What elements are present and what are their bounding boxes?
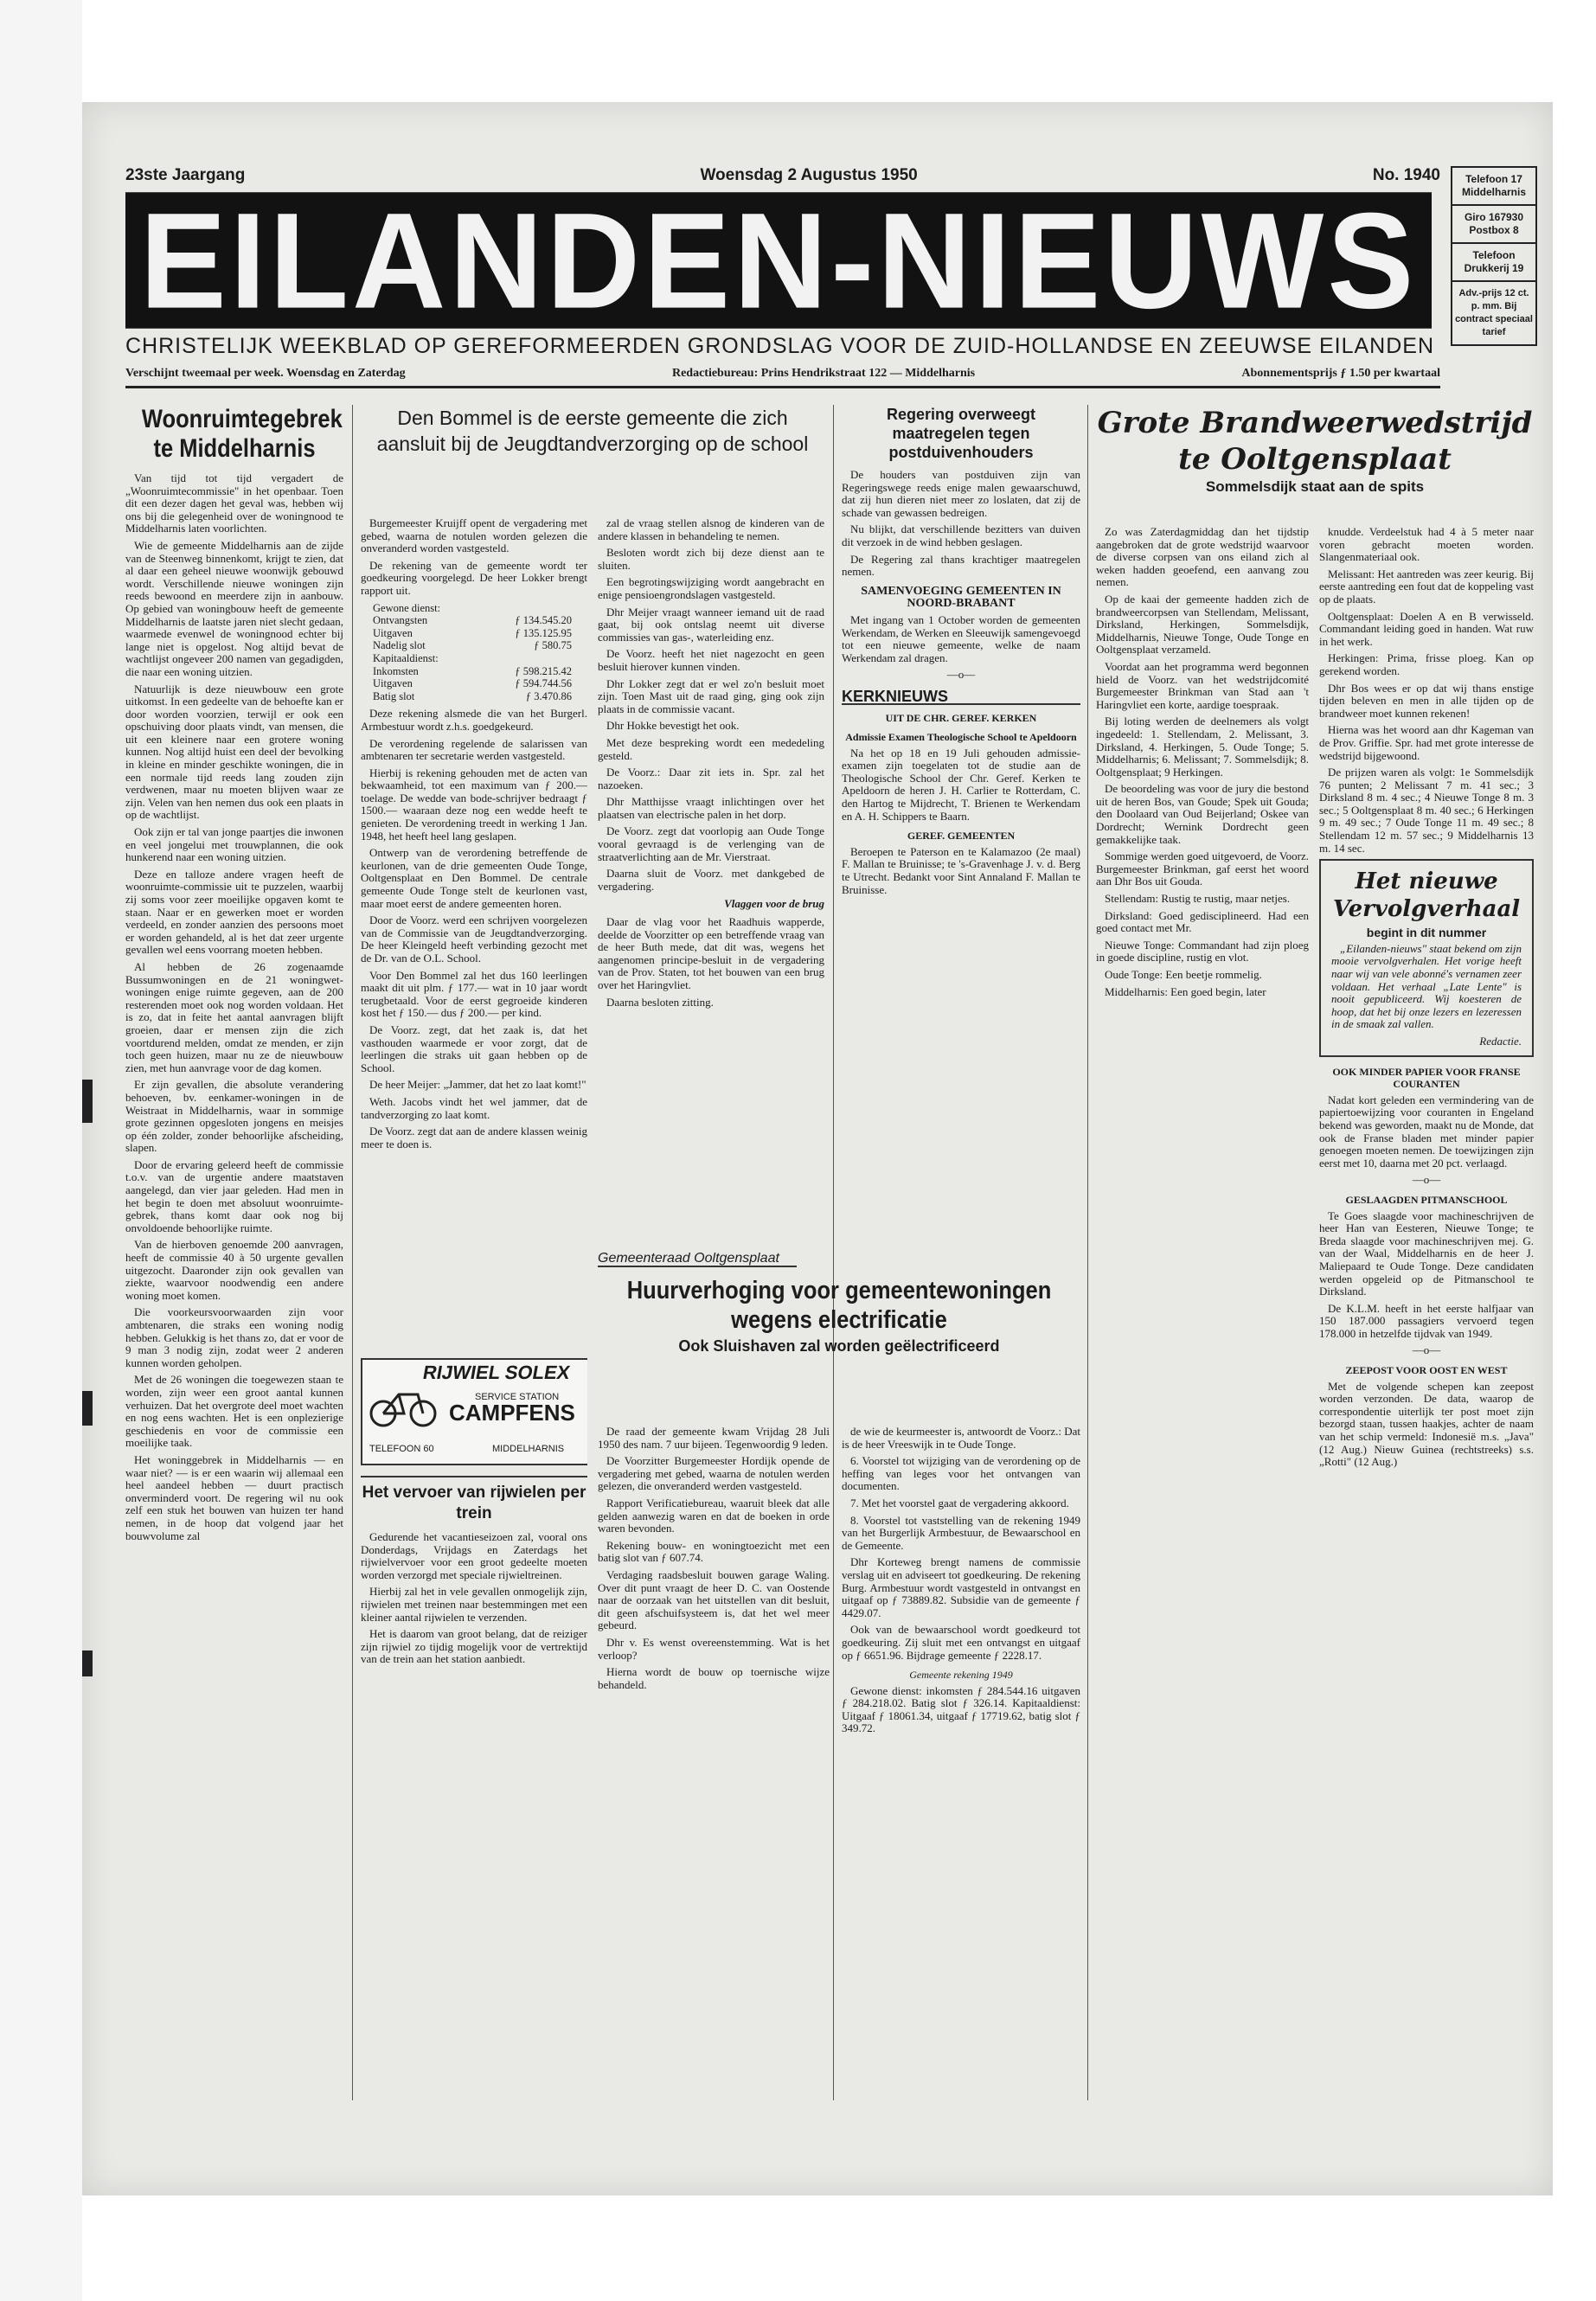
column-rule — [1087, 405, 1088, 2100]
paragraph: Verdaging raadsbesluit bouwen garage Waling. Over dit punt vraagt de heer D. C. van Oostende naar de oorzaak van het uitstellen van dit besluit, dit geen afschuifsysteem is, dat het wel meer gebeurd. — [598, 1567, 830, 1632]
paragraph: Ook zijn er tal van jonge paartjes die inwonen en veel jongelui met trouwplannen, die ook hunkerend naar een woning uitzien. — [125, 825, 343, 864]
contact-printer: Telefoon Drukkerij 19 — [1452, 244, 1535, 282]
finance-row: Kapitaaldienst: — [373, 651, 439, 664]
page-margin — [0, 0, 82, 2301]
paragraph: de wie de keurmeester is, antwoordt de Voorz.: Dat is de heer Vreeswijk in te Oude Tonge. — [842, 1426, 1080, 1451]
paragraph: Deze rekening alsmede die van het Burgerl. Armbestuur wordt z.h.s. goedgekeurd. — [361, 707, 587, 733]
paragraph: De Regering zal thans krachtiger maatregelen nemen. — [842, 552, 1080, 579]
paragraph: Rekening bouw- en woningtoezicht met een batig slot van ƒ 607.74. — [598, 1538, 830, 1565]
box-text: „Eilanden-nieuws" staat bekend om zijn mooie vervolgverhalen. Het vorige heeft naar wij van vele abonné's vernamen zeer voldaan. Het verhaal „Late Lente" is nooit gepubliceerd. Wij koesteren de hoop, dat het bij onze lezers en lezeressen in de smaak zal vallen. — [1331, 941, 1522, 1031]
paragraph: Daarna besloten zitting. — [606, 995, 714, 1009]
paragraph: Van tijd tot tijd vergadert de „Woonruimtecommissie" in het openbaar. Toen dit een dezer dagen het geval was, hebben wij ons bij die gelegenheid over de woningnood te Middelharnis laten voorlichten. — [125, 471, 343, 535]
paragraph: Sommige werden goed uitgevoerd, de Voorz. Burgemeester Brinkman, gaf eerst het woord aan Dhr Bos uit Gouda. — [1096, 849, 1309, 888]
issue-number: No. 1940 — [1372, 166, 1440, 184]
article-den-bommel-right — [598, 517, 824, 1244]
paragraph: Stellendam: Rustig te rustig, maar netjes. — [1105, 892, 1291, 906]
paragraph: Die voorkeursvoorwaarden zijn voor ambtenaren, die straks een woning nodig hebben. Gelukkig is het thans zo, dat er voor de 9 man 3 nodig zijn, zodat weer 2 anderen kunnen worden geholpen. — [125, 1305, 343, 1369]
paragraph: 7. Met het voorstel gaat de vergadering akkoord. — [850, 1496, 1069, 1509]
masthead-topline — [125, 166, 1440, 185]
volume: 23ste Jaargang — [125, 166, 246, 184]
paragraph: Rapport Verificatiebureau, waaruit bleek dat alle gelden aanwezig waren en dat de boeken in orde waren bevonden. — [598, 1496, 830, 1535]
section-kerknieuws: KERKNIEUWS — [842, 690, 1080, 705]
paragraph: Bij loting werden de deelnemers als volgt ingedeeld: 1. Stellendam, 2. Melissant, 3. Dirksland, 4. Herkingen, 5. Oude Tonge; 5. Middelharnis; 6. Melissant; 7. Sommelsdijk; 8. Ooltgensplaat; 9 Herkingen. — [1096, 715, 1309, 779]
date: Woensdag 2 Augustus 1950 — [700, 166, 918, 184]
finance-row: Gewone dienst: — [373, 601, 441, 614]
paragraph: Met deze bespreking wordt een mededeling gesteld. — [598, 735, 824, 762]
paragraph: Daarna sluit de Voorz. met dankgebed de vergadering. — [598, 867, 824, 893]
article-kicker: Gemeenteraad Ooltgensplaat — [598, 1253, 797, 1267]
section-head: GESLAAGDEN PITMANSCHOOL — [1345, 1193, 1508, 1206]
paragraph: Daar de vlag voor het Raadhuis wapperde, deelde de Voorzitter op een betreffende vraag van de heer Buth mede, dat dit was, wegens het aangenomen principe-besluit in de vergadering van de Prov. Staten, tot het bouwen van een brug over het Haringvliet. — [598, 915, 824, 991]
paragraph: 6. Voorstel tot wijziging van de verordening op de heffing van leges voor het ontvangen van documenten. — [842, 1454, 1080, 1493]
paragraph: De Voorz.: Daar zit iets in. Spr. zal het nazoeken. — [598, 766, 824, 792]
paragraph: Op de kaai der gemeente hadden zich de brandweercorpsen van Stellendam, Melissant, Dirksland, Herkingen, Sommelsdijk, Middelharnis, Nieuwe Tonge, Oude Tonge en Ooltgensplaat verzameld. — [1096, 592, 1309, 657]
paragraph: knudde. Verdeelstuk had 4 à 5 meter naar voren gebracht moeten worden. Slangenmateriaal ook. — [1319, 526, 1534, 564]
contact-phone: Telefoon 17 Middelharnis — [1452, 168, 1535, 206]
finance-row: Uitgaven ƒ 594.744.56 — [373, 677, 572, 690]
headline-bike-transport: Het vervoer van rijwielen per trein — [362, 1484, 586, 1522]
article-pigeons: Regering overweegt maatregelen tegen postduivenhouders De houders van postduiven zijn van Regeringswege reeds enige malen gewaarschuwd, dat zij hun dieren niet meer zo loslaten, dat zij de schade van gewassen bedreigen. Nu blijkt, dat verschillende bezitters van duiven dit verzoek in de wind hebben geslagen. De Regering zal thans krachtiger maatregelen nemen. SAMENVOEGING GEMEENTEN IN NOORD-BRABANT Met ingang van 1 October worden de gemeenten Werkendam, de Werken en Sleeuwijk samengevoegd tot een nieuwe gemeente, welke de naam Werkendam zal dragen. —o— KERKNIEUWS UIT DE CHR. GEREF. KERKEN Admissie Examen Theologische School te Apeldoorn Na het op 18 en 19 Juli gehouden admissie-examen zijn toegelaten tot de studie aan de Theologische School der Chr. Geref. Kerken te Apeldoorn de heren J. H. Carlier te Rotterdam, C. den Hartog te Mijdrecht, T. Brienen te Werkendam en A. H. Schippers te Baarn. GEREF. GEMEENTEN Beroepen te Paterson en te Kalamazoo (2e maal) F. Mallan te Bruinisse; te 's-Gravenhage J. v. d. Berg te Utrecht. Bedankt voor Sint Annaland F. Mallan te Bruinisse. — [842, 406, 1080, 896]
article-housing — [125, 405, 343, 2100]
masthead-infoline — [125, 367, 1440, 388]
section-sub: UIT DE CHR. GEREF. KERKEN — [885, 711, 1037, 724]
paragraph: Burgemeester Kruijff opent de vergadering met gebed, waarna de notulen worden gelezen die onveranderd worden vastgesteld. — [361, 517, 587, 555]
headline-housing: Woonruimtegebrek te Middelharnis — [141, 405, 343, 463]
section-head: SAMENVOEGING GEMEENTEN IN NOORD-BRABANT — [861, 584, 1061, 611]
article-rent-left — [598, 1426, 830, 2100]
paragraph: De verordening regelende de salarissen van ambtenaren ter secretarie werden vastgesteld. — [361, 736, 587, 763]
contact-giro: Giro 167930 Postbox 8 — [1452, 206, 1535, 244]
article-fire-right: knudde. Verdeelstuk had 4 à 5 meter naar voren gebracht moeten worden. Slangenmateriaal ook. Melissant: Het aantreden was zeer keurig. Bij eerste aantreding een fout dat de koppeling vast op de plaats. Ooltgensplaat: Doelen A en B verwisseld. Commandant leiding goed in handen. Wat ruw in het werk. Herkingen: Prima, frisse ploeg. Kan op gerekend worden. Dhr Bos wees er op dat wij thans enstige tijden beleven en men in alle tijden op de brandweer moet kunnen rekenen! Hierna was het woord aan dhr Kageman van de Prov. Griffie. Spr. had met grote interesse de wedstrijd bijgewoond. De prijzen waren als volgt: 1e Sommelsdijk 76 punten; 2 Melissant 7 m. 41 sec.; 3 Dirksland 8 m. 4 sec.; 4 Nieuwe Tonge 8 m. 3 sec.; 5 Ooltgensplaat 8 m. 40 sec.; 6 Herkingen 9 m. 49 sec.; 7 Oude Tonge 11 m. 49 sec.; 8 Stellendam 12 m. 57 sec.; 9 Middelharnis 13 m. 14 sec. Het nieuwe Vervolgverhaal begint in dit nummer „Eilanden-nieuws" staat bekend om zijn mooie vervolgverhalen. Het vorige heeft naar wij van vele abonné's vernamen zeer voldaan. Het verhaal „Late Lente" is nooit gepubliceerd. Wij koesteren de hoop, dat het bij onze lezers en lezeressen in de smaak zal vallen. Redactie. OOK MINDER PAPIER VOOR FRANSE COURANTEN Nadat kort geleden een vermindering van de papiertoewijzing voor couranten in Engeland bekend was geworden, maakt nu de Monde, dat ook de Franse bladen met minder papier genoegen moeten nemen. De toewijzingen zijn eerst met 10, daarna met 20 pct. verlaagd. —o— GESLAAGDEN PITMANSCHOOL Te Goes slaagde voor machineschrijven de heer Han van Eesteren, Nieuwe Tonge; te Breda slaagde voor machineschrijven mej. G. van der Waal, Middelharnis en de heer J. Maliepaard te Oude Tonge. Deze candidaten werden opgeleid op de Pitmanschool te Dirksland. De K.L.M. heeft in het eerste halfjaar van 150 187.000 passagiers vervoerd tegen 178.000 in hetzelfde tijdvak van 1949. —o— ZEEPOST VOOR OOST EN WEST Met de volgende schepen kan zeepost worden verzonden. De data, waarop de correspondentie uiterlijk ter post moet zijn bezorgd staan, tussen haakjes, achter de naam van het schip vermeld: Indonesië m.s. „Java" (12 Aug.) Nieuw Guinea (rechtstreeks) s.s. „Rotti" (12 Aug.) — [1319, 526, 1534, 1469]
article-rent-right — [842, 1426, 1080, 2100]
paragraph: Gedurende het vacantieseizoen zal, vooral ons Donderdags, Vrijdags en Zaterdags het rijwielvervoer voor een groot gedeelte moeten worden verzorgd met speciale rijwieltreinen. — [361, 1530, 587, 1581]
paragraph: Dhr Lokker zegt dat er wel zo'n besluit moet zijn. Toen Mast uit de raad ging, ging ook zijn plaats in de commissie vacant. — [598, 676, 824, 715]
paragraph: De Voorz. zegt dat voorlopig aan Oude Tonge vooral gevraagd is de verlenging van de straatverlichting aan de Mr. Vierstraat. — [598, 824, 824, 863]
paragraph: Na het op 18 en 19 Juli gehouden admissie-examen zijn toegelaten tot de studie aan de Theologische School der Chr. Geref. Kerken te Apeldoorn de heren J. H. Carlier te Rotterdam, C. den Hartog te Mijdrecht, T. Brienen te Werkendam en A. H. Schippers te Baarn. — [842, 746, 1080, 823]
ad-place: MIDDELHARNIS — [492, 1444, 565, 1454]
ad-brand: RIJWIEL SOLEX — [420, 1362, 572, 1383]
paragraph: De prijzen waren als volgt: 1e Sommelsdijk 76 punten; 2 Melissant 7 m. 41 sec.; 3 Dirksland 8 m. 4 sec.; 4 Nieuwe Tonge 8 m. 3 sec.; 5 Ooltgensplaat 8 m. 40 sec.; 6 Herkingen 9 m. 49 sec.; 7 Oude Tonge 11 m. 49 sec.; 8 Stellendam 12 m. 57 sec.; 9 Middelharnis 13 m. 14 sec. — [1319, 766, 1534, 855]
column-rule — [352, 405, 353, 2100]
paragraph: Met de volgende schepen kan zeepost worden verzonden. De data, waarop de correspondentie uiterlijk ter post moet zijn bezorgd staan, tussen haakjes, achter de naam van het schip vermeld: Indonesië m.s. „Java" (12 Aug.) Nieuw Guinea (rechtstreeks) s.s. „Rotti" (12 Aug.) — [1319, 1379, 1534, 1469]
headline-pigeons: Regering overweegt maatregelen tegen postduivenhouders — [886, 406, 1036, 461]
paragraph: Hierbij is rekening gehouden met de acten van bekwaamheid, tot een maximum van ƒ 200.— toelage. De wedde van bode-schrijver bedraagt ƒ 1500.— waaraan deze nog een wedde heeft te genieten. De verordening treedt in werking 1 Jan. 1948, het heeft heel lang geslapen. — [361, 766, 587, 843]
paragraph: De Voorz. zegt, dat het zaak is, dat het vasthouden waarmede er voor zorgt, dat de leerlingen die straks uit gaan hebben op de School. — [361, 1022, 587, 1074]
paragraph: Met de 26 woningen die toegewezen staan te worden, zijn weer een groot aantal kunnen verhuizen. Dat het overgrote deel moet wachten en nog eens wachten. Het is een onplezierige geschiedenis en voor de commissie een moeilijke taak. — [125, 1373, 343, 1450]
left-edge-mark — [82, 1650, 93, 1676]
paragraph: Er zijn gevallen, die absolute verandering behoeven, bv. eenkamer-woningen in de Weistraat in Middelharnis, waar in sommige grote gezinnen opgesloten jongens en meisjes op één zolder, zonder behoorlijke afscheiding, slapen. — [125, 1078, 343, 1155]
paragraph: Het is daarom van groot belang, dat de reiziger zijn rijwiel zo tijdig mogelijk voor de vertrektijd van de trein aan het station aanbiedt. — [361, 1627, 587, 1666]
finance-row: Batig slot ƒ 3.470.86 — [373, 689, 572, 702]
paragraph: Door de ervaring geleerd heeft de commissie t.o.v. van de urgentie andere maatstaven aangelegd, dan vier jaar geleden. Had men in het begin te doen met absoluut woonruimte-gebrek, thans komt daar ook nog bij onvoldoende behoorlijke ruimte. — [125, 1157, 343, 1234]
section-head: ZEEPOST VOOR OOST EN WEST — [1345, 1364, 1508, 1377]
paragraph: Hierbij zal het in vele gevallen onmogelijk zijn, rijwielen met treinen naar bestemmingen met een kleiner aantal rijwielen te verzenden. — [361, 1585, 587, 1624]
left-edge-mark — [82, 1080, 93, 1123]
paragraph: De heer Meijer: „Jammer, dat het zo laat komt!" — [369, 1078, 586, 1092]
section-head: OOK MINDER PAPIER VOOR FRANSE COURANTEN — [1332, 1065, 1521, 1091]
section-sub: GEREF. GEMEENTEN — [907, 830, 1016, 843]
box-subtitle: begint in dit nummer — [1366, 926, 1487, 940]
left-edge-mark — [82, 1391, 93, 1426]
paragraph: Voordat aan het programma werd begonnen hield de Voorz. van het wedstrijdcomité Burgemeester Brinkman van Stad aan 't Haringvliet een korte, aardige toespraak. — [1096, 659, 1309, 711]
subheadline-fire: Sommelsdijk staat aan de spits — [1205, 478, 1425, 495]
paragraph: Weth. Jacobs vindt het wel jammer, dat de tandverzorging zo laat komt. — [361, 1094, 587, 1121]
serial-story-box — [1319, 859, 1534, 1056]
paragraph: Ontwerp van de verordening betreffende de keurlonen, van de drie gemeenten Oude Tonge, Ooltgensplaat en Den Bommel. De centrale gemeente Oude Tonge stelt de keurlonen vast, maar moet eerst de andere gemeenten horen. — [361, 846, 587, 910]
box-title: Het nieuwe Vervolgverhaal — [1332, 868, 1521, 923]
ad-name: CAMPFENS — [449, 1400, 575, 1426]
paragraph: Gewone dienst: inkomsten ƒ 284.544.16 uitgaven ƒ 284.218.02. Batig slot ƒ 326.14. Kapitaaldienst: Uitgaaf ƒ 18061.34, uitgaaf ƒ 17719.62, batig slot ƒ 349.72. — [842, 1683, 1080, 1735]
paragraph: Dhr v. Es wenst overeenstemming. Wat is het verloop? — [598, 1635, 830, 1662]
paragraph: De K.L.M. heeft in het eerste halfjaar van 150 187.000 passagiers vervoerd tegen 178.000 in hetzelfde tijdvak van 1949. — [1319, 1301, 1534, 1340]
paragraph: Met ingang van 1 October worden de gemeenten Werkendam, de Werken en Sleeuwijk samengevoegd tot een nieuwe gemeente, welke de naam Werkendam zal dragen. — [842, 612, 1080, 664]
paragraph: Een begrotingswijziging wordt aangebracht en enige pensioengrondslagen vastgesteld. — [598, 575, 824, 601]
paragraph: De rekening van de gemeente wordt ter goedkeuring voorgelegd. De heer Lokker brengt rapport uit. — [361, 558, 587, 597]
editorial-address: Redactiebureau: Prins Hendrikstraat 122 — Middelharnis — [671, 367, 976, 380]
paragraph: Oude Tonge: Een beetje rommelig. — [1105, 968, 1262, 981]
advertisement-solex — [361, 1358, 587, 1465]
section-head: Gemeente rekening 1949 — [909, 1669, 1013, 1682]
paragraph: 8. Voorstel tot vaststelling van de rekening 1949 van het Burgerlijk Armbestuur, de Bewaarschool en de Gemeente. — [842, 1513, 1080, 1552]
paragraph: Herkingen: Prima, frisse ploeg. Kan op gerekend worden. — [1319, 651, 1534, 677]
paragraph: Ooltgensplaat: Doelen A en B verwisseld. Commandant leiding goed in handen. Wat ruw in het werk. — [1319, 609, 1534, 648]
newspaper-subtitle: CHRISTELIJK WEEKBLAD OP GEREFORMEERDEN GRONDSLAG VOOR DE ZUID-HOLLANDSE EN ZEEUWSE EILANDEN — [125, 334, 1435, 358]
bicycle-icon — [369, 1379, 439, 1431]
paragraph: Dhr Korteweg brengt namens de commissie verslag uit en adviseert tot goedkeuring. De rekening Burg. Armbestuur wordt vastgesteld in ontvangst en uitgaaf op ƒ 73889.82. Subsidie van de gemeente ƒ 4429.07. — [842, 1555, 1080, 1619]
paragraph: Dhr Bos wees er op dat wij thans enstige tijden beleven en men in alle tijden op de brandweer moet kunnen rekenen! — [1319, 681, 1534, 720]
ad-and-bikes — [361, 1348, 587, 2100]
paragraph: De beoordeling was voor de jury die bestond uit de heren Bos, van Goude; Spek uit Gouda; den Doolaard van Oud Beijerland; Oskee van Dordrecht; Wernink Dordrecht geen gemakkelijke taak. — [1096, 782, 1309, 846]
paragraph: Te Goes slaagde voor machineschrijven de heer Han van Eesteren, Nieuwe Tonge; te Breda slaagde voor machineschrijven mej. G. van der Waal, Middelharnis en de heer J. Maliepaard te Oude Tonge. Deze candidaten werden opgeleid op de Pitmanschool te Dirksland. — [1319, 1208, 1534, 1298]
paragraph: De raad der gemeente kwam Vrijdag 28 Juli 1950 des nam. 7 uur bijeen. Tegenwoordig 9 leden. — [598, 1426, 830, 1451]
paragraph: Al hebben de 26 zogenaamde Bussumwoningen en de 21 woningwet-woningen enige ruimte gegeven, aan de 200 resterenden moet ook nog worden voldaan. Het is zo, dat in feite het aantal aanvragen blijft groeien, daar er mensen zijn die zich voortdurend melden, omdat ze menden, er zijn toch geen huizen, maar nu ze de nieuwbouw zien, met hun aanvrage voor de dag komen. — [125, 959, 343, 1074]
subheadline-rent: Ook Sluishaven zal worden geëlectrificeerd — [678, 1336, 1000, 1355]
article-den-bommel-left — [361, 517, 587, 1339]
paragraph: Van de hierboven genoemde 200 aanvragen, heeft de commissie 40 à 50 urgente gevallen uitgezocht. Daaronder zijn ook gevallen van ziekte, waarvoor noodwendig een andere woning moet komen. — [125, 1238, 343, 1302]
headline-den-bommel: Den Bommel is de eerste gemeente die zich aansluit bij de Jeugdtandverzorging op de school — [376, 407, 809, 455]
paragraph: Zo was Zaterdagmiddag dan het tijdstip aangebroken dat de grote wedstrijd waarvoor de diverse corpsen van ons eiland zich al weken hadden geoefend, een aanvang zou nemen. — [1096, 526, 1309, 589]
paragraph: Nadat kort geleden een vermindering van de papiertoewijzing voor couranten in Engeland bekend was geworden, maakt nu de Monde, dat ook de Franse bladen met minder papier genoegen moeten nemen. De toewijzingen zijn eerst met 10, daarna met 20 pct. verlaagd. — [1319, 1093, 1534, 1170]
finance-table — [373, 602, 587, 703]
paragraph: Voor Den Bommel zal het dus 160 leerlingen maakt dit uit plm. ƒ 177.— wat in 10 jaar wordt terugbetaald. Voor de eerst gegroeide kinderen kost het ƒ 150.— dus ƒ 200.— per kind. — [361, 968, 587, 1020]
article-fire-header — [1096, 405, 1534, 509]
paragraph: Dhr Hokke bevestigt het ook. — [606, 719, 740, 733]
paragraph: Middelharnis: Een goed begin, later — [1105, 984, 1266, 998]
paragraph: Het woninggebrek in Middelharnis — en waar niet? — is er een waarin wij allemaal een heel aandeel hebben — duurt practisch onverminderd voort. De regering wil nu ook zelf een stuk het bouwen van huizen ter hand nemen, in de hoop dat volgend jaar het bouwvolume zal — [125, 1452, 343, 1542]
contact-adprice: Adv.-prijs 12 ct. p. mm. Bij contract speciaal tarief — [1455, 288, 1533, 337]
finance-row: Inkomsten ƒ 598.215.42 — [373, 664, 572, 677]
headline-fire-competition: Grote Brandweerwedstrijd te Ooltgensplaat — [1097, 406, 1533, 477]
finance-row: Uitgaven ƒ 135.125.95 — [373, 626, 572, 639]
section-head: Vlaggen voor de brug — [724, 897, 824, 911]
paragraph: Besloten wordt zich bij deze dienst aan te sluiten. — [598, 546, 824, 572]
paragraph: Hierna wordt de bouw op toernische wijze behandeld. — [598, 1665, 830, 1691]
paragraph: Ook van de bewaarschool wordt goedkeurd tot goedkeuring. Zij sluit met een ontvangst en uitgaaf op ƒ 6651.96. Bijdrage gemeente ƒ 2228.17. — [842, 1623, 1080, 1662]
paragraph: Natuurlijk is deze nieuwbouw een grote uitkomst. In een gedeelte van de behoefte kan er door worden voorzien, terwijl er ook een opschuiving door plaats vindt, van mensen, die uit een kleinere naar een grotere woning kunnen. Nog altijd huist een deel der bevolking in kleine en minder geschikte woningen, die in een normale tijd reeds lang zouden zijn verdwenen, maar nu moeten blijven waar ze zijn. Velen van hen nemen dus ook een plaats in op de wachtlijst. — [125, 682, 343, 822]
paragraph: Deze en talloze andere vragen heeft de woonruimte-commissie uit te puzzelen, waarbij zij soms voor zeer moeilijke opgaven komt te staan. Naar er en gewerken moet er worden verdeeld, en zonder aanzien des persoons moet er worden gehandeld, al is het dat zeer urgente gevallen wel eens voorrang moeten hebben. — [125, 867, 343, 957]
newspaper-title: EILANDEN-NIEUWS — [125, 192, 1432, 329]
paragraph: Wie de gemeente Middelharnis aan de zijde van de Steenweg binnenkomt, krijgt te zien, dat al daar een geheel nieuwe woonwijk gebouwd wordt. Verschillende nieuwe woningen zijn reeds bewoond en meerdere zijn in aanbouw. Op gebied van woningbouw heeft de gemeente Middelharnis de laatste jaren niet slecht gedaan, waarmede evenwel de woningnood echter bij lange niet is opgelost. Nog altijd bevat de wachtlijst ongeveer 200 namen van gegadigden, die naar een woning uitzien. — [125, 538, 343, 678]
paragraph: Beroepen te Paterson en te Kalamazoo (2e maal) F. Mallan te Bruinisse; te 's-Gravenhage J. v. d. Berg te Utrecht. Bedankt voor Sint Annaland F. Mallan te Bruinisse. — [842, 844, 1080, 896]
contact-box — [1451, 166, 1537, 346]
paragraph: Nieuwe Tonge: Commandant had zijn ploeg in goede discipline, rustig en vlot. — [1096, 938, 1309, 965]
finance-row: Ontvangsten ƒ 134.545.20 — [373, 614, 572, 627]
section-sub: Admissie Examen Theologische School te Apeldoorn — [845, 731, 1077, 744]
paragraph: Nu blijkt, dat verschillende bezitters van duiven dit verzoek in de wind hebben geslagen. — [842, 522, 1080, 548]
finance-row: Nadelig slot ƒ 580.75 — [373, 639, 572, 652]
paragraph: De Voorz. heeft het niet nagezocht en geen besluit hierover kunnen vinden. — [598, 647, 824, 673]
paragraph: De Voorz. zegt dat aan de andere klassen weinig meer te doen is. — [361, 1125, 587, 1150]
article-rent-header — [598, 1253, 1080, 1417]
paragraph: Melissant: Het aantreden was zeer keurig. Bij eerste aantreding een fout dat de koppeling vast op de plaats. — [1319, 567, 1534, 606]
article-fire-left — [1096, 526, 1309, 2092]
paragraph: Dirksland: Goed gedisciplineerd. Had een goed contact met Mr. — [1096, 908, 1309, 935]
ad-service: SERVICE STATION — [475, 1392, 560, 1402]
headline-rent-increase: Huurverhoging voor gemeentewoningen wegens electrificatie — [626, 1276, 1052, 1334]
headline-den-bommel-wrap — [361, 405, 824, 509]
ad-telephone: TELEFOON 60 — [369, 1444, 434, 1454]
paragraph: Dhr Matthijsse vraagt inlichtingen over het plaatsen van electrische palen in het dorp. — [598, 795, 824, 821]
paragraph: Hierna was het woord aan dhr Kageman van de Prov. Griffie. Spr. had met grote interesse de wedstrijd bijgewoond. — [1319, 723, 1534, 762]
frequency: Verschijnt tweemaal per week. Woensdag en Zaterdag — [125, 367, 406, 380]
newspaper-page — [82, 102, 1553, 2195]
paragraph: Door de Voorz. werd een schrijven voorgelezen van de Commissie van de Jeugdtandverzorging. De heer Kleingeld heeft verbinding gezocht met de Dr. van de O.L. School. — [361, 913, 587, 965]
box-signature: Redactie. — [1479, 1035, 1522, 1048]
paragraph: Dhr Meijer vraagt wanneer iemand uit de raad gaat, bij ook ontslag neemt uit diverse commissies van gas-, waterleiding enz. — [598, 605, 824, 644]
subscription-price: Abonnementsprijs ƒ 1.50 per kwartaal — [1241, 367, 1440, 380]
paragraph: De Voorzitter Burgemeester Hordijk opende de vergadering met gebed, waarna de notulen werden gelezen, die onveranderd werden vastgesteld. — [598, 1454, 830, 1493]
paragraph: De houders van postduiven zijn van Regeringswege reeds enige malen gewaarschuwd, dat zij hun dieren niet meer zo loslaten, dat zij de schade van gewassen bedreigen. — [842, 468, 1080, 519]
paragraph: zal de vraag stellen alsnog de kinderen van de andere klassen in behandeling te nemen. — [598, 517, 824, 542]
